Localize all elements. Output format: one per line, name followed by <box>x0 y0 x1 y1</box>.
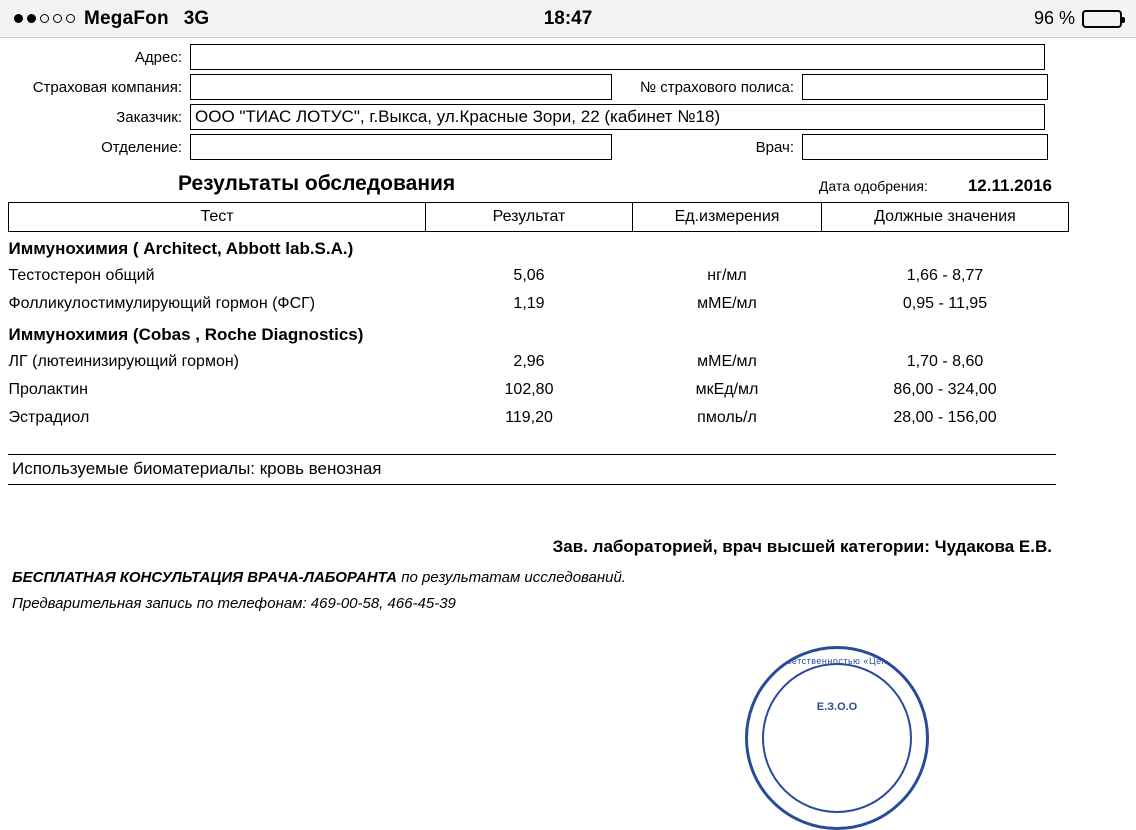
doctor-field[interactable] <box>802 134 1048 160</box>
department-label: Отделение: <box>101 138 182 156</box>
cell-test: ЛГ (лютеинизирующий гормон) <box>8 353 239 370</box>
approval-date-block <box>819 176 1128 196</box>
battery-icon <box>1082 10 1122 28</box>
policy-number-label: № страхового полиса: <box>639 78 794 96</box>
cell-reference: 1,70 - 8,60 <box>906 353 984 370</box>
insurance-company-label: Страховая компания: <box>32 78 182 96</box>
customer-row <box>8 104 1128 130</box>
customer-field[interactable]: ООО "ТИАС ЛОТУС", г.Выкса, ул.Красные Зори, 22 (кабинет №18) <box>190 104 1045 130</box>
column-header-reference: Должные значения <box>822 203 1069 232</box>
consultation-note-rest: по результатам исследований. <box>397 569 626 586</box>
cell-unit: мМЕ/мл <box>697 295 757 312</box>
cell-reference: 28,00 - 156,00 <box>893 409 997 426</box>
consultation-note <box>8 569 1128 586</box>
battery-percent-label: 96 % <box>1033 8 1075 28</box>
cell-reference: 0,95 - 11,95 <box>902 295 988 312</box>
table-row <box>9 290 1069 318</box>
customer-label: Заказчик: <box>116 108 182 126</box>
cell-test: Эстрадиол <box>8 409 90 426</box>
department-field[interactable] <box>190 134 612 160</box>
patient-form-block <box>8 38 1128 160</box>
doctor-label: Врач: <box>755 138 794 156</box>
column-header-unit: Ед.измерения <box>633 203 822 232</box>
group-title: Иммунохимия ( Architect, Abbott lab.S.A.) <box>8 239 354 258</box>
table-row <box>9 262 1069 290</box>
cell-unit: нг/мл <box>707 267 747 284</box>
column-header-test: Тест <box>9 203 426 232</box>
results-table <box>8 202 1069 432</box>
consultation-note-bold: БЕСПЛАТНАЯ КОНСУЛЬТАЦИЯ ВРАЧА-ЛАБОРАНТА <box>12 569 398 586</box>
cell-reference: 1,66 - 8,77 <box>906 267 984 284</box>
table-header-row <box>9 203 1069 232</box>
lab-report-document <box>0 38 1136 713</box>
address-field[interactable] <box>190 44 1045 70</box>
cell-unit: мкЕд/мл <box>695 381 759 398</box>
results-title: Результаты обследования <box>178 172 456 195</box>
insurance-company-field[interactable] <box>190 74 612 100</box>
cell-reference: 86,00 - 324,00 <box>893 381 997 398</box>
carrier-label: MegaFon <box>84 7 169 29</box>
address-label: Адрес: <box>134 48 182 66</box>
cell-test: Тестостерон общий <box>8 267 155 284</box>
insurance-row <box>8 74 1128 100</box>
appointment-phones-note: Предварительная запись по телефонам: 469-00-58, 466-45-39 <box>12 595 456 612</box>
cell-unit: мМЕ/мл <box>697 353 757 370</box>
signature-line: Зав. лабораторией, врач высшей категории: Чудакова Е.В. <box>552 537 1052 556</box>
cell-result: 1,19 <box>513 295 545 312</box>
group-title: Иммунохимия (Cobas , Roche Diagnostics) <box>8 325 364 344</box>
table-row <box>9 404 1069 432</box>
cell-result: 5,06 <box>513 267 545 284</box>
column-header-result: Результат <box>426 203 633 232</box>
cell-result: 102,80 <box>504 381 554 398</box>
clock-label: 18:47 <box>543 7 593 29</box>
cell-result: 119,20 <box>505 409 553 426</box>
biomaterial-note: Используемые биоматериалы: кровь венозная <box>8 454 1056 485</box>
table-row <box>9 348 1069 376</box>
results-table-head <box>9 203 1069 232</box>
stamp-outer-text: ответственностью «Центр <box>776 656 898 666</box>
table-group-row <box>9 232 1069 263</box>
table-group-row <box>9 318 1069 348</box>
results-table-body <box>9 232 1069 433</box>
approval-date-label: Дата одобрения: <box>818 178 928 194</box>
ios-status-bar <box>0 0 1136 38</box>
policy-number-field[interactable] <box>802 74 1048 100</box>
approval-date-value: 12.11.2016 <box>967 176 1052 195</box>
official-stamp-icon <box>745 646 929 830</box>
results-header-line <box>8 172 1128 196</box>
address-row <box>8 44 1128 70</box>
stamp-inner-text: Е.З.О.О <box>816 701 858 713</box>
department-row <box>8 134 1128 160</box>
table-row <box>9 376 1069 404</box>
cell-test: Фолликулостимулирующий гормон (ФСГ) <box>8 295 316 312</box>
cell-test: Пролактин <box>8 381 88 398</box>
network-type-label: 3G <box>183 7 210 29</box>
cell-result: 2,96 <box>513 353 545 370</box>
cell-unit: пмоль/л <box>697 409 757 426</box>
